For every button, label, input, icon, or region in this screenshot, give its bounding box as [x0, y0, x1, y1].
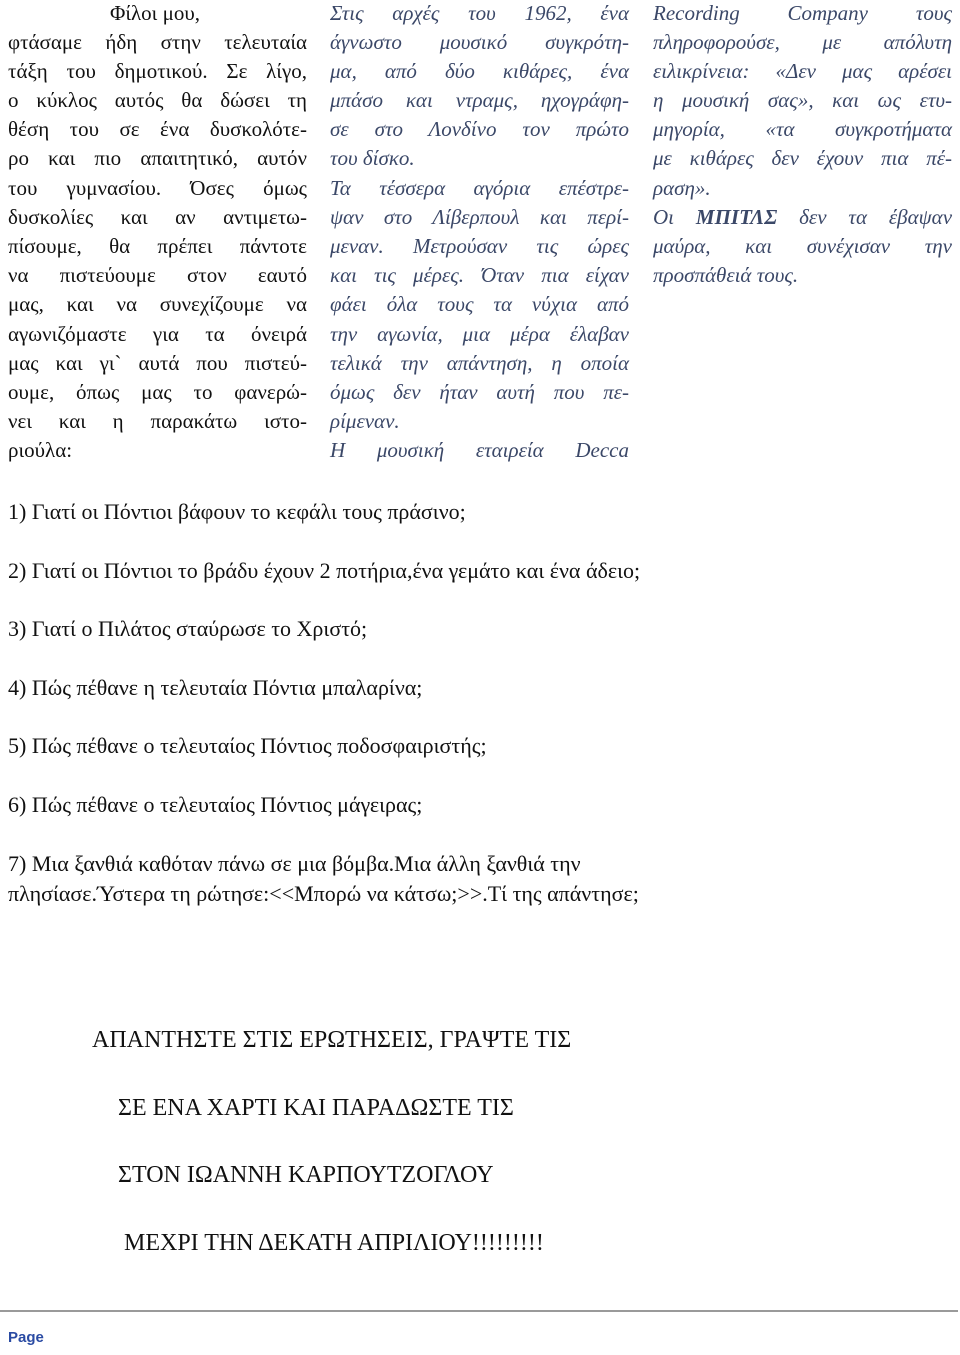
- question-text: 6) Πώς πέθανε ο τελευταίος Πόντιος μάγειρας;: [8, 791, 423, 817]
- question-text: 2) Γιατί οι Πόντιοι το βράδυ έχουν 2 ποτήρια,ένα γεμάτο και ένα άδειο;: [8, 557, 641, 583]
- instruction-line: ΣΕ ΕΝΑ ΧΑΡΤΙ ΚΑΙ ΠΑΡΑΔΩΣΤΕ ΤΙΣ: [118, 1095, 514, 1121]
- right-column-line: προσπάθειά τους.: [653, 263, 799, 288]
- band-name: ΜΠΙΤΛΣ: [695, 204, 778, 229]
- left-column-line: ουμε, όπως μας το φανερώ-: [8, 379, 307, 404]
- question-item: [8, 497, 952, 527]
- middle-column-line: μεναν. Μετρούσαν τις ώρες: [330, 234, 629, 258]
- left-column-line: αγωνιζόμαστε για τα όνειρά: [8, 321, 307, 346]
- middle-column-line: σε στο Λονδίνο τον πρώτο: [330, 117, 629, 142]
- question-text: 3) Γιατί ο Πιλάτος σταύρωσε το Χριστό;: [8, 616, 368, 642]
- right-column-line: μαύρα, και συνέχισαν την: [653, 234, 952, 258]
- page-label: Page: [8, 1329, 44, 1346]
- left-column-line: ρο και πιο απαιτητικό, αυτόν: [8, 146, 307, 171]
- question-item: [8, 556, 952, 586]
- question-text: 1) Γιατί οι Πόντιοι βάφουν το κεφάλι τους πράσινο;: [8, 499, 466, 524]
- middle-column-line: ρίμεναν.: [330, 409, 400, 434]
- left-column-line: νει και η παρακάτω ιστο-: [8, 409, 307, 434]
- left-column-line: ριούλα:: [8, 438, 73, 463]
- middle-column-line: φάει όλα τους τα νύχια από: [330, 292, 629, 317]
- middle-column-line: ψαν στο Λίβερπουλ και περί-: [330, 204, 629, 229]
- questions-list: [8, 497, 952, 937]
- left-column-line: του γυμνασίου. Όσες όμως: [8, 175, 307, 200]
- right-column-line: Recording Company τους: [653, 0, 952, 25]
- right-column-line: ραση».: [653, 175, 711, 200]
- greeting-line: Φίλοι μου,: [110, 0, 200, 25]
- left-column-line: μας και γι` αυτά που πιστεύ-: [8, 350, 307, 375]
- question-item: [8, 790, 952, 820]
- middle-column-line: άγνωστο μουσικό συγκρότη-: [330, 29, 629, 54]
- middle-column-line: μπάσο και ντραμς, ηχογράφη-: [330, 88, 629, 113]
- question-item: [8, 614, 952, 644]
- text-fragment: Οι: [653, 204, 674, 229]
- left-column-line: τάξη του δημοτικού. Σε λίγο,: [8, 58, 307, 83]
- middle-column-line: τελικά την απάντηση, η οποία: [330, 350, 629, 375]
- left-column-line: δυσκολίες και αν αντιμετω-: [8, 204, 307, 229]
- middle-column-line: Στις αρχές του 1962, ένα: [330, 0, 629, 25]
- right-column-line: με κιθάρες δεν έχουν πια πέ-: [653, 146, 952, 171]
- middle-column-line: και τις μέρες. Όταν πια είχαν: [330, 263, 629, 288]
- middle-text-column: [330, 0, 629, 466]
- left-column-line: φτάσαμε ήδη στην τελευταία: [8, 29, 307, 54]
- instruction-line: ΜΕΧΡΙ ΤΗΝ ΔΕΚΑΤΗ ΑΠΡΙΛΙΟΥ!!!!!!!!!: [124, 1230, 544, 1256]
- middle-column-line: μα, από δύο κιθάρες, ένα: [330, 58, 629, 83]
- right-column-line: μηγορία, «τα συγκροτήματα: [653, 117, 952, 142]
- left-column-line: μας, και να συνεχίζουμε να: [8, 292, 307, 317]
- middle-column-line: την αγωνία, μια μέρα έλαβαν: [330, 321, 629, 346]
- left-column-line: πίσουμε, θα πρέπει πάντοτε: [8, 234, 307, 258]
- middle-column-line: Τα τέσσερα αγόρια επέστρε-: [330, 175, 629, 200]
- left-column-line: θέση του σε ένα δυσκολότε-: [8, 117, 307, 142]
- question-item: [8, 849, 952, 909]
- middle-column-line: όμως δεν ήταν αυτή που πε-: [330, 379, 629, 404]
- right-column-line: πληροφορούσε, με απόλυτη: [653, 29, 952, 54]
- question-text-continuation: πλησίασε.Ύστερα τη ρώτησε:<<Μπορώ να κάτσω;>>.Τί της απάντησε;: [8, 880, 639, 906]
- right-column-line: η μουσική σας», και ως ετυ-: [653, 88, 952, 113]
- left-text-column: [8, 0, 307, 466]
- middle-column-line: του δίσκο.: [330, 146, 415, 171]
- text-fragment: δεν τα έβαψαν: [799, 204, 953, 229]
- question-item: [8, 731, 952, 761]
- middle-column-line: Η μουσική εταιρεία Decca: [330, 438, 629, 463]
- left-column-line: ο κύκλος αυτός θα δώσει τη: [8, 88, 307, 113]
- right-column-line: ειλικρίνεια: «Δεν μας αρέσει: [653, 58, 952, 83]
- right-text-column: [653, 0, 952, 290]
- left-column-line: να πιστεύουμε στον εαυτό: [8, 263, 307, 288]
- question-text: 5) Πώς πέθανε ο τελευταίος Πόντιος ποδοσφαιριστής;: [8, 733, 487, 759]
- question-item: [8, 673, 952, 703]
- right-column-line: [653, 203, 952, 232]
- instruction-line: ΑΠΑΝΤΗΣΤΕ ΣΤΙΣ ΕΡΩΤΗΣΕΙΣ, ΓΡΑΨΤΕ ΤΙΣ: [92, 1027, 572, 1053]
- instruction-line: ΣΤΟΝ ΙΩΑΝΝΗ ΚΑΡΠΟΥΤΖΟΓΛΟΥ: [118, 1162, 494, 1188]
- footer-divider: [0, 1310, 958, 1312]
- question-text: 7) Μια ξανθιά καθόταν πάνω σε μια βόμβα.Μια άλλη ξανθιά την: [8, 850, 581, 876]
- question-text: 4) Πώς πέθανε η τελευταία Πόντια μπαλαρίνα;: [8, 674, 423, 700]
